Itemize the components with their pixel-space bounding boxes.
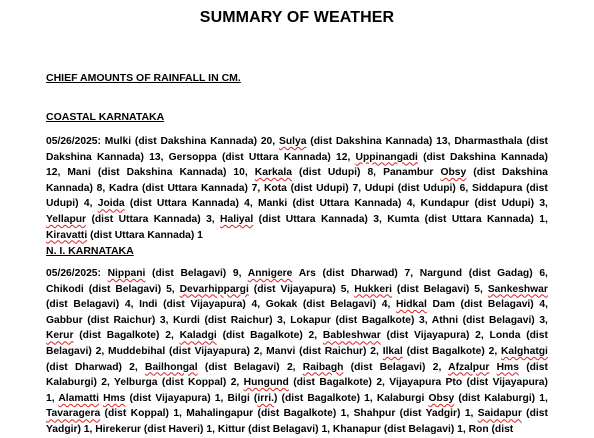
spellcheck-flagged-word: Sulya xyxy=(278,136,307,147)
spellcheck-flagged-word: Uppinangadi xyxy=(355,151,418,163)
spellcheck-flagged-word: Obsy xyxy=(440,167,467,179)
coastal-line: 12, Mani (dist Dakshina Kannada) 10, Karkala (dist Udupi) 8, Panambur Obsy (dist Dakshina xyxy=(46,167,548,179)
spellcheck-flagged-word: Kalghatgi xyxy=(501,345,548,357)
spellcheck-flagged-word: Haliyal xyxy=(220,213,254,225)
spellcheck-flagged-word: Nippani xyxy=(107,268,146,279)
coastal-line: Yellapur (dist Uttara Kannada) 3, Haliyal (dist Uttara Kannada) 3, Kumta (dist Uttara Kannada) 1, xyxy=(46,213,548,225)
spellcheck-flagged-word: Sankeshwar xyxy=(487,283,548,295)
coastal-paragraph xyxy=(46,134,548,243)
coastal-line: Kannada) 8, Kadra (dist Uttara Kannada) 7, Kota (dist Udupi) 7, Udupi (dist Udupi) 6, Siddapura (dist xyxy=(46,182,548,194)
spellcheck-flagged-word: Saidapur xyxy=(477,408,522,420)
spellcheck-flagged-word: Hukkeri xyxy=(354,283,392,295)
spellcheck-flagged-word: Kiravatti xyxy=(46,229,88,241)
spellcheck-flagged-word: Raibagh xyxy=(302,361,344,373)
ni-line: (dist Dharwad) 2, Bailhongal (dist Belagavi) 2, Raibagh (dist Belagavi) 2, Afzalpur Hms (dist xyxy=(46,361,548,373)
spellcheck-flagged-word: Karkala xyxy=(254,167,292,179)
spellcheck-flagged-word: Kaladgi xyxy=(179,330,217,342)
spellcheck-flagged-word: Obsy xyxy=(428,392,455,404)
spellcheck-flagged-word: Hms xyxy=(103,392,126,404)
spellcheck-flagged-word: Joida xyxy=(97,198,125,210)
spellcheck-flagged-word: Yellapur xyxy=(46,213,87,225)
spellcheck-flagged-word: Hidkal xyxy=(395,299,427,311)
ni-paragraph xyxy=(46,266,548,438)
spellcheck-flagged-word: Bableshwar xyxy=(322,330,381,342)
ni-line: (dist Belagavi) 4, Indi (dist Vijayapura) 4, Gokak (dist Belagavi) 4, Hidkal Dam (dist Belagavi) 4, xyxy=(46,299,548,311)
spellcheck-flagged-word: Kerur xyxy=(46,330,74,342)
ni-line: Gabbur (dist Raichur) 3, Kurdi (dist Raichur) 3, Lokapur (dist Bagalkote) 3, Athni (dist Belagavi) 3, xyxy=(46,314,548,326)
ni-line: 1, Alamatti Hms (dist Vijayapura) 1, Bilgi (irri.) (dist Bagalkote) 1, Kalaburgi Obsy (dist Kalaburgi) 1, xyxy=(46,392,548,404)
section-heading: CHIEF AMOUNTS OF RAINFALL IN CM. xyxy=(46,72,241,84)
ni-line: Tavaragera (dist Koppal) 1, Mahalingapur (dist Bagalkote) 1, Shahpur (dist Yadgir) 1, Saidapur (dist xyxy=(46,408,548,420)
ni-line: Kalaburgi) 2, Yelburga (dist Koppal) 2, Hungund (dist Bagalkote) 2, Vijayapura Pto (dist Vijayapura) xyxy=(46,377,548,389)
spellcheck-flagged-word: Ilkal xyxy=(382,345,403,357)
spellcheck-flagged-word: Tavaragera xyxy=(46,408,101,420)
ni-line: Yadgir) 1, Hirekerur (dist Haveri) 1, Kittur (dist Belagavi) 1, Khanapur (dist Belagavi) 1, Ron (dist xyxy=(46,423,514,435)
ni-line: Belagavi) 2, Muddebihal (dist Vijayapura) 2, Manvi (dist Raichur) 2, Ilkal (dist Bagalkote) 2, Kalghatgi xyxy=(46,345,548,357)
coastal-line: 05/26/2025: Mulki (dist Dakshina Kannada) 20, Sulya (dist Dakshina Kannada) 13, Dharmasthala (dist xyxy=(46,136,548,147)
spellcheck-flagged-word: Bailhongal xyxy=(145,361,198,373)
coastal-line: Udupi) 4, Joida (dist Uttara Kannada) 4, Manki (dist Uttara Kannada) 4, Kundapur (dist Udupi) 3, xyxy=(46,198,548,210)
ni-line: 05/26/2025: Nippani (dist Belagavi) 9, Annigere Ars (dist Dharwad) 7, Nargund (dist Gadag) 6, xyxy=(46,268,548,279)
document-title: SUMMARY OF WEATHER xyxy=(199,9,395,26)
spellcheck-flagged-word: Alamatti xyxy=(58,392,99,404)
spellcheck-flagged-word: Annigere xyxy=(247,268,293,279)
coastal-heading: COASTAL KARNATAKA xyxy=(46,111,165,123)
ni-line: Chikodi (dist Belagavi) 5, Devarhippargi (dist Vijayapura) 5, Hukkeri (dist Belagavi) 5, Sankeshwar xyxy=(46,283,548,295)
coastal-line: Dakshina Kannada) 13, Gersoppa (dist Uttara Kannada) 12, Uppinangadi (dist Dakshina Kannada) xyxy=(46,151,548,163)
spellcheck-flagged-word: Hungund xyxy=(243,377,289,389)
coastal-line: Kiravatti (dist Uttara Kannada) 1 xyxy=(46,229,203,241)
spellcheck-flagged-word: irri. xyxy=(257,392,274,404)
ni-heading: N. I. KARNATAKA xyxy=(46,245,134,257)
ni-line: Kerur (dist Bagalkote) 2, Kaladgi (dist Bagalkote) 2, Bableshwar (dist Vijayapura) 2, Londa (dist xyxy=(46,330,548,342)
spellcheck-flagged-word: Devarhippargi xyxy=(179,283,249,295)
spellcheck-flagged-word: Hms xyxy=(496,361,519,373)
spellcheck-flagged-word: Afzalpur xyxy=(448,361,490,373)
